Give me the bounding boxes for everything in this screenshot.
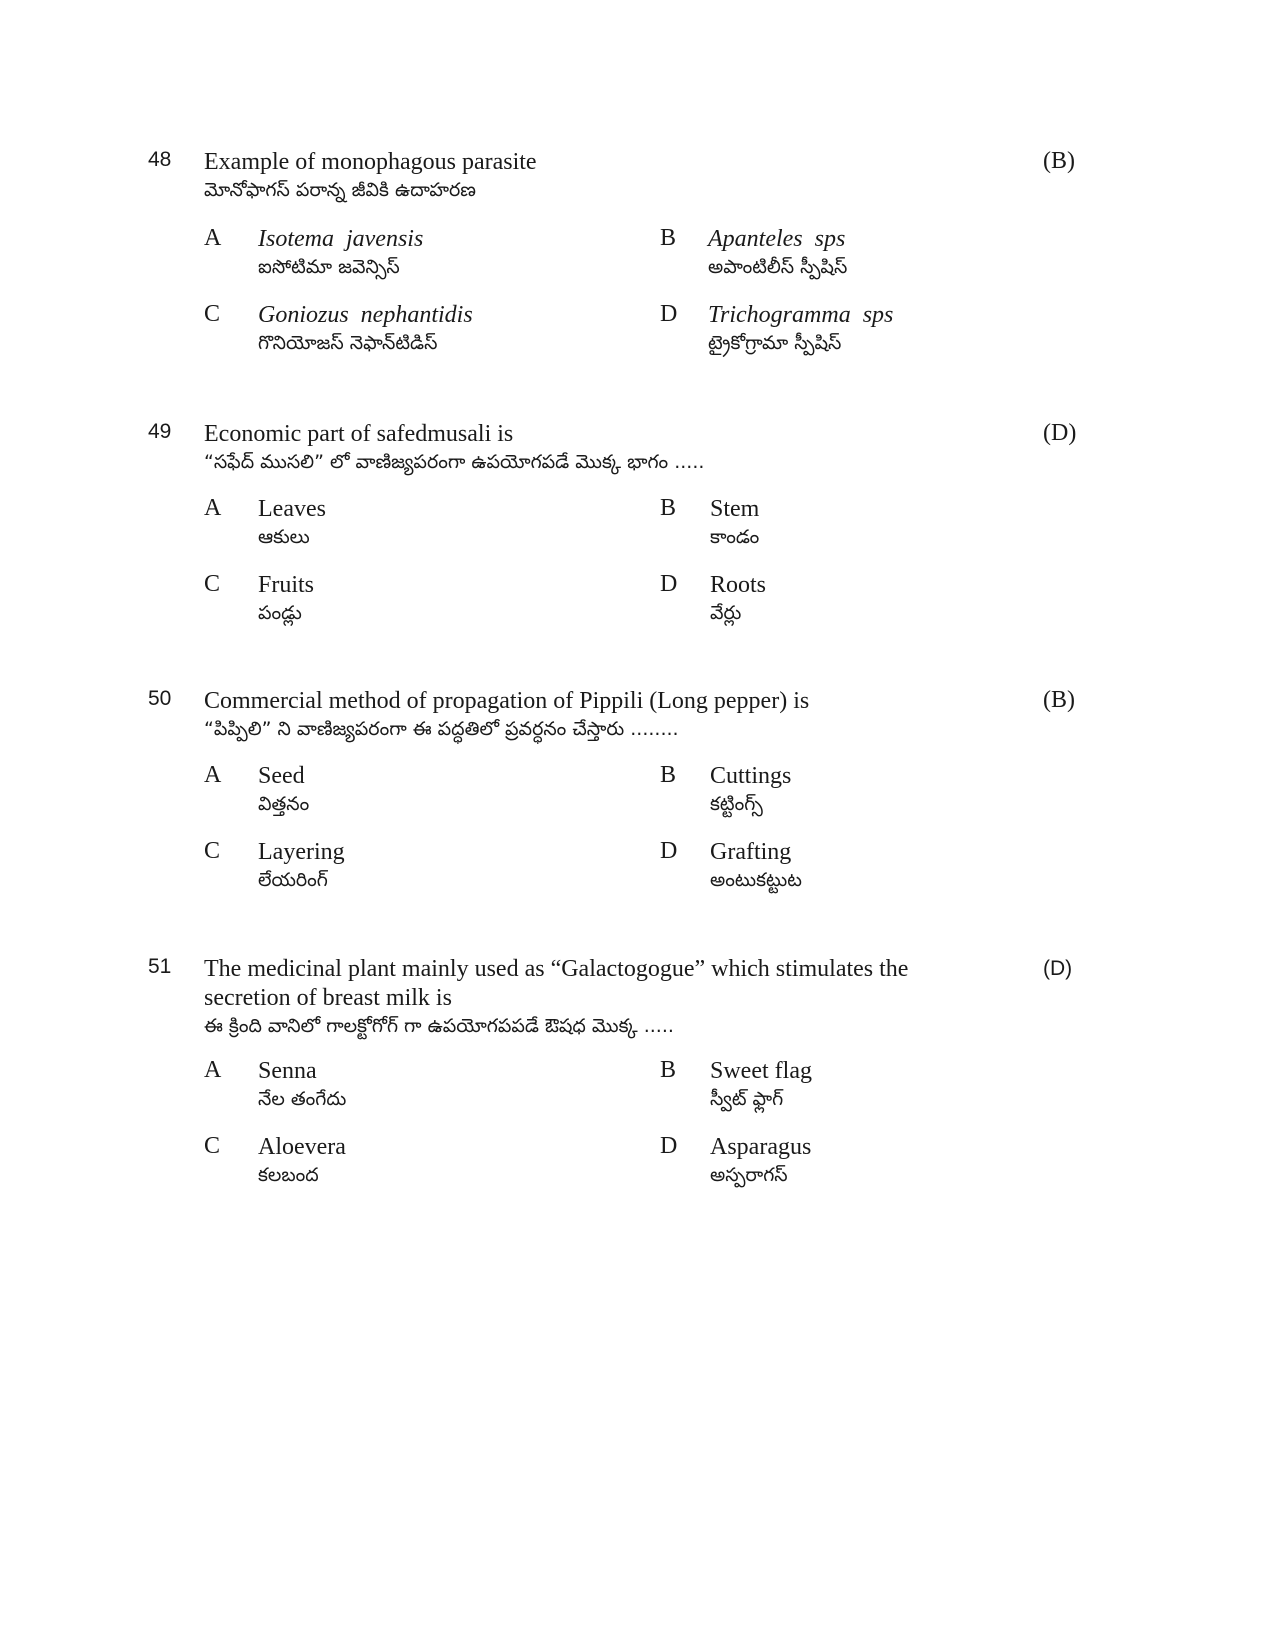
option-d [660, 838, 1080, 898]
option-letter: C [204, 838, 221, 864]
option-text-telugu: విత్తనం [258, 793, 310, 815]
option-c [204, 571, 624, 631]
option-text-english: Goniozus nephantidis [258, 302, 473, 328]
option-b [660, 225, 1080, 285]
option-text-english: Leaves [258, 496, 326, 522]
question-text-english: Economic part of safedmusali is [204, 421, 514, 447]
option-text-telugu: ట్రైకోగ్రామా స్పీషిస్ [708, 332, 842, 354]
option-text-telugu: కాండం [710, 526, 760, 548]
question-text-telugu: “సఫేద్ ముసలి” లో వాణిజ్యపరంగా ఉపయోగపడే మొక్క భాగం ..... [204, 451, 705, 473]
option-text-telugu: గొనియోజస్ నెఫాన్‌టిడిస్ [258, 332, 438, 354]
answer-key: (B) [1043, 687, 1075, 713]
question-text-telugu: మోనోఫాగస్ పరాన్న జీవికి ఉదాహరణ [204, 179, 476, 201]
option-text-english: Aloevera [258, 1134, 346, 1160]
option-d [660, 571, 1080, 631]
option-letter: C [204, 301, 221, 327]
option-letter: C [204, 1133, 221, 1159]
option-letter: A [204, 1057, 222, 1083]
question-text [204, 687, 964, 743]
option-text-english: Layering [258, 839, 345, 865]
option-text-telugu: కలబంద [258, 1164, 319, 1186]
option-b [660, 495, 1080, 555]
option-b [660, 1057, 1080, 1117]
option-text-telugu: ఐసోటిమా జవెన్సిస్ [258, 256, 400, 278]
answer-key: (D) [1043, 420, 1077, 446]
question-number: 49 [148, 420, 172, 443]
question-text-english: The medicinal plant mainly used as “Galactogogue” which stimulates the secretion of breast milk is [204, 956, 909, 1011]
option-text-english: Apanteles sps [708, 226, 846, 252]
option-c [204, 301, 624, 361]
option-b [660, 762, 1080, 822]
option-text-english: Fruits [258, 572, 315, 598]
option-text-telugu: ఆకులు [258, 526, 310, 548]
answer-key: (D) [1043, 957, 1073, 980]
option-text-telugu: నేల తంగేదు [258, 1088, 347, 1110]
question-text-telugu: “పిప్పిలి” ని వాణిజ్యపరంగా ఈ పద్ధతిలో ప్రవర్ధనం చేస్తారు ........ [204, 718, 679, 740]
option-d [660, 301, 1080, 361]
option-letter: A [204, 495, 222, 521]
question-text-english: Commercial method of propagation of Pippili (Long pepper) is [204, 688, 810, 714]
option-letter: B [660, 495, 677, 521]
option-letter: D [660, 1133, 678, 1159]
option-c [204, 1133, 624, 1193]
option-letter: A [204, 225, 222, 251]
option-text-telugu: అంటుకట్టుట [710, 869, 802, 891]
option-text-telugu: స్వీట్ ఫ్లాగ్ [710, 1088, 784, 1110]
option-text-english: Stem [710, 496, 760, 522]
option-letter: B [660, 762, 677, 788]
question-text-telugu: ఈ క్రింది వానిలో గాలక్టోగోగ్ గా ఉపయోగపపడే ఔషధ మొక్క ..... [204, 1015, 674, 1037]
question-text-english: Example of monophagous parasite [204, 149, 537, 175]
option-text-telugu: లేయరింగ్ [258, 869, 328, 891]
option-letter: D [660, 301, 678, 327]
option-a [204, 1057, 624, 1117]
answer-key: (B) [1043, 148, 1075, 174]
option-letter: D [660, 571, 678, 597]
option-letter: C [204, 571, 221, 597]
question-number: 51 [148, 955, 172, 978]
option-text-english: Grafting [710, 839, 792, 865]
question-number: 48 [148, 148, 172, 171]
option-c [204, 838, 624, 898]
option-d [660, 1133, 1080, 1193]
option-letter: A [204, 762, 222, 788]
option-text-english: Senna [258, 1058, 317, 1084]
option-text-english: Seed [258, 763, 305, 789]
option-a [204, 762, 624, 822]
option-letter: B [660, 1057, 677, 1083]
question-text [204, 420, 964, 476]
option-text-english: Roots [710, 572, 767, 598]
option-text-telugu: పండ్లు [258, 602, 302, 624]
option-text-telugu: అస్పరాగస్ [710, 1164, 788, 1186]
option-text-english: Cuttings [710, 763, 792, 789]
option-text-english: Asparagus [710, 1134, 812, 1160]
option-letter: D [660, 838, 678, 864]
option-a [204, 495, 624, 555]
option-letter: B [660, 225, 677, 251]
option-text-english: Sweet flag [710, 1058, 812, 1084]
option-text-telugu: అపాంటిలీస్ స్పీషిస్ [708, 256, 848, 278]
question-text [204, 148, 964, 204]
option-a [204, 225, 624, 285]
option-text-english: Trichogramma sps [708, 302, 894, 328]
question-text [204, 955, 924, 1040]
option-text-telugu: కట్టింగ్స్ [710, 793, 763, 815]
option-text-english: Isotema javensis [258, 226, 424, 252]
option-text-telugu: వేర్లు [710, 602, 742, 624]
question-number: 50 [148, 687, 172, 710]
